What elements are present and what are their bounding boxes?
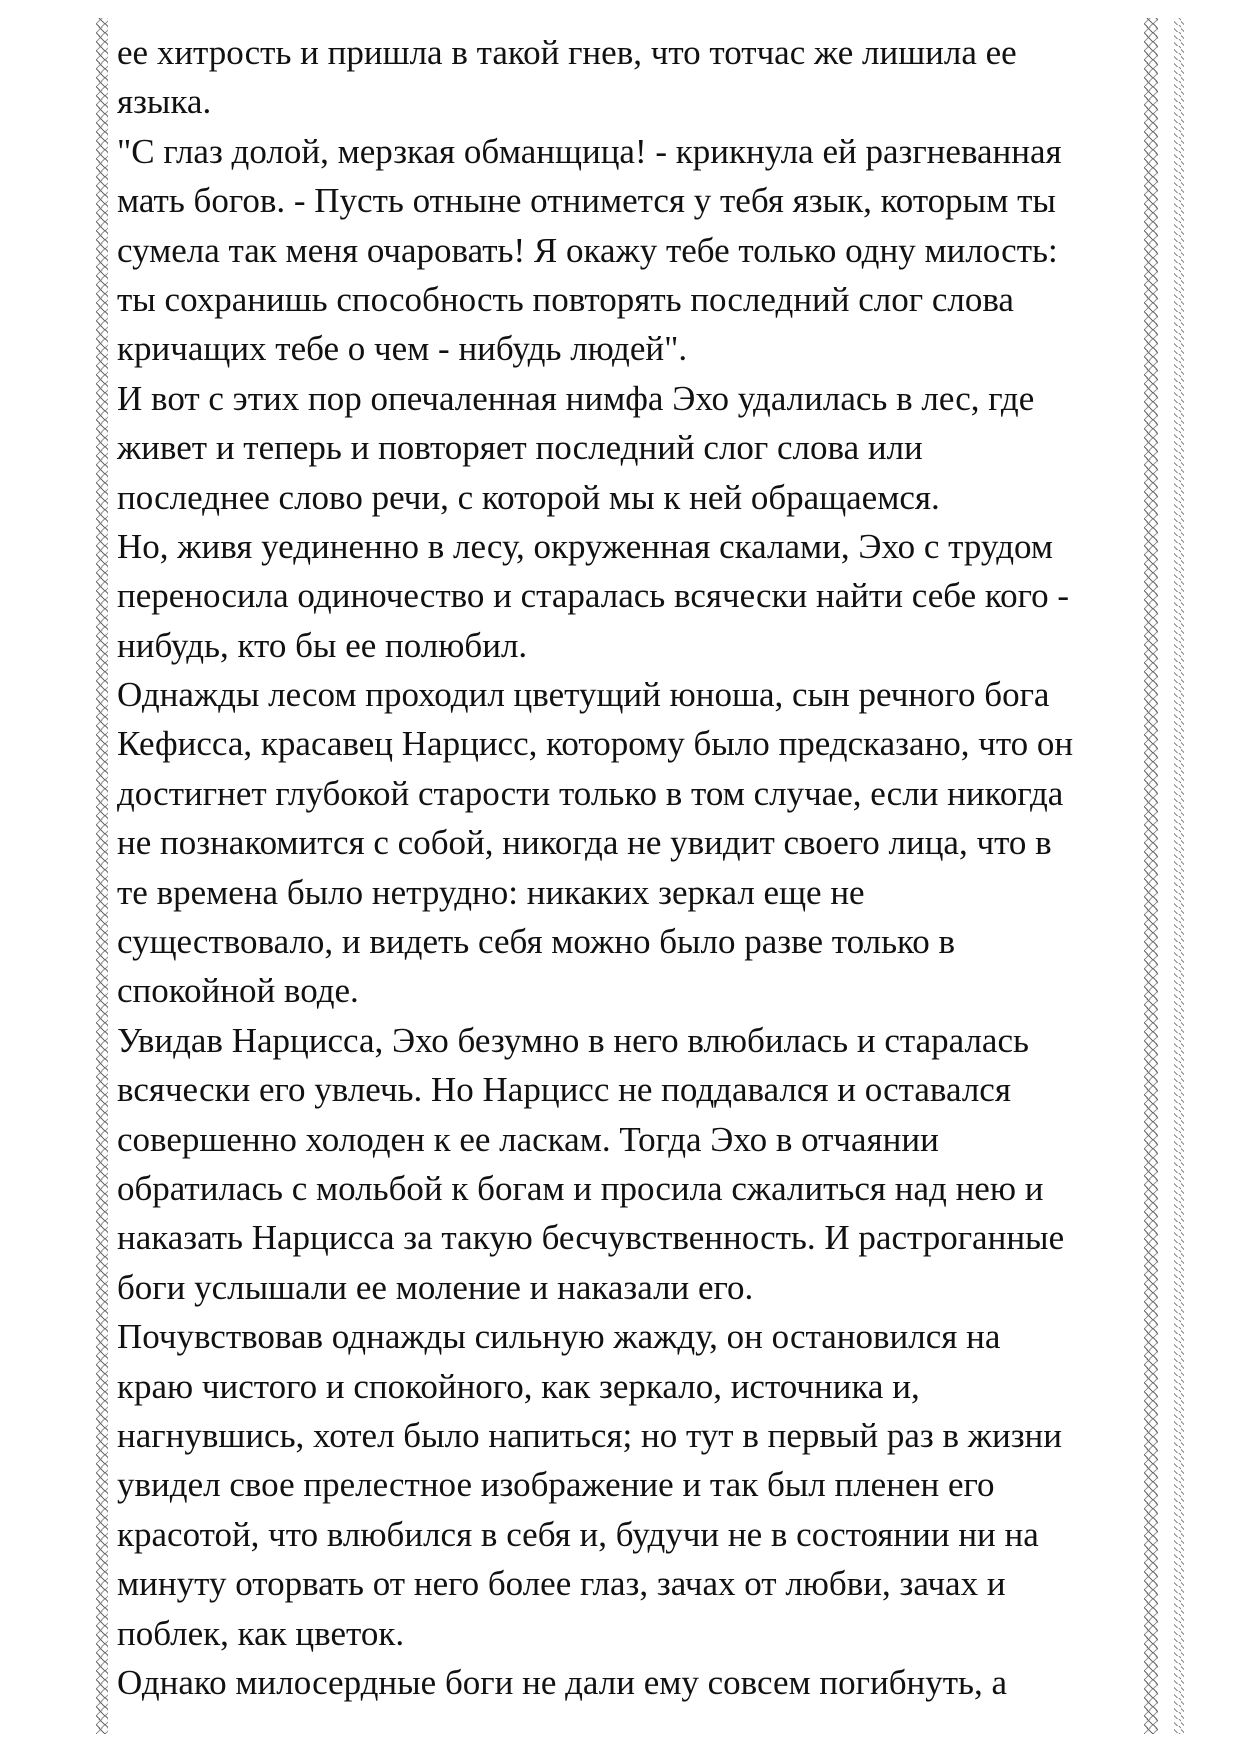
text-line: совершенно холоден к ее ласкам. Тогда Эхо в отчаянии xyxy=(117,1119,939,1159)
text-line: Однако милосердные боги не дали ему совсем погибнуть, а xyxy=(117,1662,1008,1702)
text-line: не познакомится с собой, никогда не увидит своего лица, что в xyxy=(117,823,1052,863)
text-line: нибудь, кто бы ее полюбил. xyxy=(117,625,528,665)
text-line: боги услышали ее моление и наказали его. xyxy=(117,1267,754,1307)
text-line: обратилась с мольбой к богам и просила сжалиться над нею и xyxy=(117,1168,1044,1208)
text-line: краю чистого и спокойного, как зеркало, источника и, xyxy=(117,1366,920,1406)
text-line: поблек, как цветок. xyxy=(117,1613,405,1653)
text-line: ее хитрость и пришла в такой гнев, что тотчас же лишила ее xyxy=(117,33,1017,72)
text-line: всячески его увлечь. Но Нарцисс не поддавался и оставался xyxy=(117,1070,1011,1110)
text-line: переносила одиночество и старалась всячески найти себе кого - xyxy=(117,576,1070,616)
text-line: сумела так меня очаровать! Я окажу тебе только одну милость: xyxy=(117,230,1058,270)
text-line: Но, живя уединенно в лесу, окруженная скалами, Эхо с трудом xyxy=(117,526,1054,566)
text-line: существовало, и видеть себя можно было разве только в xyxy=(117,922,956,962)
text-line: спокойной воде. xyxy=(117,971,359,1011)
text-line: минуту оторвать от него более глаз, зачах от любви, зачах и xyxy=(117,1564,1006,1604)
text-line: живет и теперь и повторяет последний слог слова или xyxy=(117,428,923,468)
text-line: достигнет глубокой старости только в том случае, если никогда xyxy=(117,773,1064,813)
outer-ornamental-border xyxy=(1174,18,1184,1734)
text-line: те времена было нетрудно: никаких зеркал еще не xyxy=(117,872,865,912)
text-line: Почувствовав однажды сильную жажду, он остановился на xyxy=(117,1317,1001,1357)
text-line: И вот с этих пор опечаленная нимфа Эхо удалилась в лес, где xyxy=(117,378,1035,418)
text-line: кричащих тебе о чем - нибудь людей". xyxy=(117,329,688,369)
text-line: последнее слово речи, с которой мы к ней обращаемся. xyxy=(117,477,940,517)
document-body xyxy=(117,28,1147,1707)
text-line: "С глаз долой, мерзкая обманщица! - крикнула ей разгневанная xyxy=(117,131,1062,171)
text-line: Кефисса, красавец Нарцисс, которому было предсказано, что он xyxy=(117,724,1074,764)
text-line: языка. xyxy=(117,82,212,122)
text-line: Увидав Нарцисса, Эхо безумно в него влюбилась и старалась xyxy=(117,1020,1029,1060)
text-line: нагнувшись, хотел было напиться; но тут в первый раз в жизни xyxy=(117,1415,1062,1455)
text-line: ты сохранишь способность повторять последний слог слова xyxy=(117,279,1014,319)
text-line: увидел свое прелестное изображение и так был пленен его xyxy=(117,1465,995,1505)
text-line: мать богов. - Пусть отныне отнимется у тебя язык, которым ты xyxy=(117,181,1056,221)
text-line: Однажды лесом проходил цветущий юноша, сын речного бога xyxy=(117,675,1050,715)
text-line: красотой, что влюбился в себя и, будучи не в состоянии ни на xyxy=(117,1514,1039,1554)
left-ornamental-border xyxy=(96,18,108,1734)
text-line: наказать Нарцисса за такую бесчувственность. И растроганные xyxy=(117,1218,1065,1258)
